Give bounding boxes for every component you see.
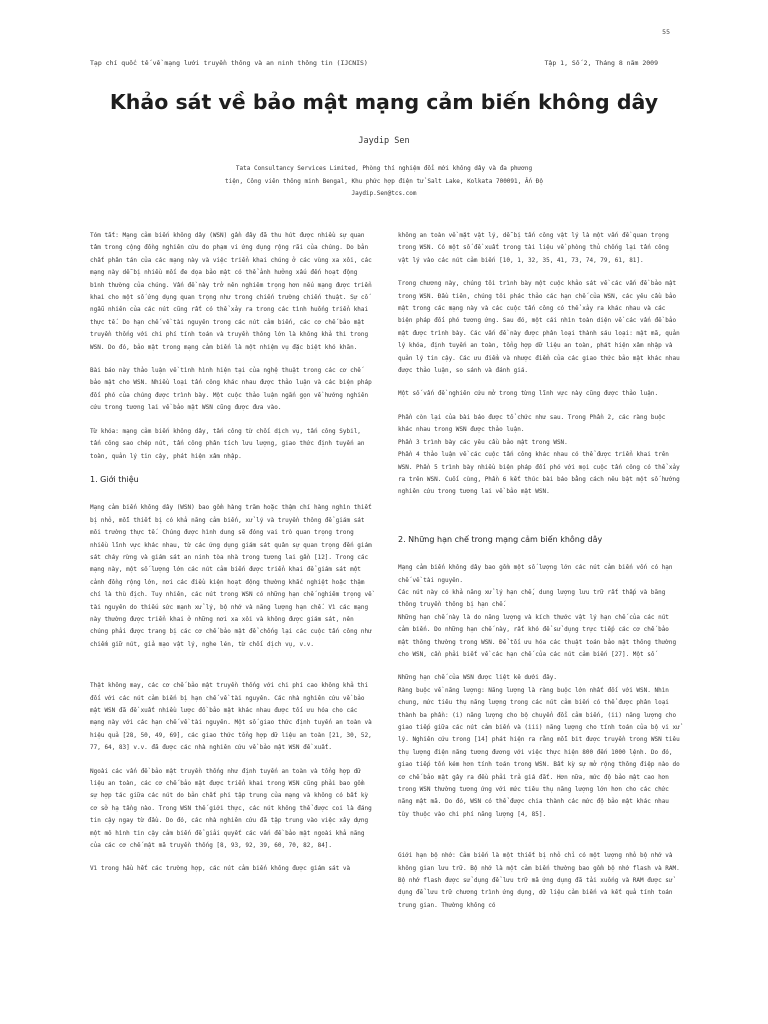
affiliation-line-2: tiện, Công viên thông minh Bengal, Khu phức hợp điện tử Salt Lake, Kolkata 700091, Ấn Độ (225, 177, 543, 185)
abstract: Tóm tắt: Mạng cảm biến không dây (WSN) gần đây đã thu hút được nhiều sự quan tâm trong cộng đồng nghiên cứu do phạm vi ứng dụng rộng rãi của chúng. Do bản chất phân tán của các mạng này và việc triển khai chúng ở các vùng xa xôi, các mạng này dễ bị nhiều mối đe dọa bảo mật có thể ảnh hưởng xấu đến hoạt động bình thường của chúng. Vấn đề này trở nên nghiêm trọng hơn nếu mạng được triển khai cho một số ứng dụng quan trọng như trong chiến trường chiến thuật. Sự cố ngẫu nhiên của các nút cũng rất có thể xảy ra trong các tình huống triển khai thực tế. Do hạn chế về tài nguyên trong các nút cảm biến, các cơ chế bảo mật truyền thống với chi phí tính toán và truyền thông lớn là không khả thi trong WSN. Do đó, bảo mật trong mạng cảm biến là một nhiệm vụ đặc biệt khó khăn. (90, 232, 372, 351)
constraints-paragraph-3: Những hạn chế này là do năng lượng và kích thước vật lý hạn chế của các nút cảm biến. Do những hạn chế này, rất khó để sử dụng trực tiếp các cơ chế bảo mật thông thường trong WSN. Để tối ưu hóa các thuật toán bảo mật thông thường cho WSN, cần phải biết về các hạn chế của các nút cảm biến [27]. Một số (398, 613, 677, 658)
author-name: Jaydip Sen (358, 136, 410, 146)
constraints-paragraph-2: Các nút này có khả năng xử lý hạn chế, dung lượng lưu trữ rất thấp và băng thông truyền thông bị hạn chế. (398, 588, 666, 609)
issue-info: Tập 1, Số 2, Tháng 8 năm 2009 (544, 59, 658, 67)
keywords: Từ khóa: mạng cảm biến không dây, tấn công từ chối dịch vụ, tấn công Sybil, tấn công sao chép nút, tấn công phân tích lưu lượng, giao thức định tuyến an toàn, quản lý tin cậy, phát hiện xâm nhập. (90, 427, 365, 460)
right-column (398, 230, 680, 912)
intro-paragraph-4: Vì trong hầu hết các trường hợp, các nút cảm biến không được giám sát và (90, 865, 351, 873)
page-number: 55 (662, 28, 670, 36)
journal-name: Tạp chí quốc tế về mạng lưới truyền thông và an ninh thông tin (IJCNIS) (90, 59, 368, 67)
outline-paragraph-3: Phần 4 thảo luận về các cuộc tấn công khác nhau có thể được triển khai trên WSN. Phần 5 trình bày nhiều biện pháp đối phó với mọi cuộc tấn công có thể xảy ra trên WSN. Cuối cùng, Phần 6 kết thúc bài báo bằng cách nêu bật một số hướng nghiên cứu trong tương lai về bảo mật WSN. (398, 451, 680, 496)
section-heading-constraints: 2. Những hạn chế trong mạng cảm biến không dây (398, 534, 603, 544)
memory-constraint-paragraph: Giới hạn bộ nhớ: Cảm biến là một thiết bị nhỏ chỉ có một lượng nhỏ bộ nhớ và không gian lưu trữ. Bộ nhớ là một cảm biến thường bao gồm bộ nhớ flash và RAM. Bộ nhớ flash được sử dụng để lưu trữ mã ứng dụng đã tải xuống và RAM được sử dụng để lưu trữ chương trình ứng dụng, dữ liệu cảm biến và kết quả tính toán trung gian. Thường không có (398, 852, 680, 909)
affiliation (210, 163, 558, 201)
left-column (90, 230, 372, 876)
intro-paragraph-1: Mạng cảm biến không dây (WSN) bao gồm hàng trăm hoặc thậm chí hàng nghìn thiết bị nhỏ, mỗi thiết bị có khả năng cảm biến, xử lý và truyền thông để giám sát môi trường thực tế. Chúng được hình dung sẽ đóng vai trò quan trọng trong nhiều lĩnh vực khác nhau, từ các ứng dụng giám sát quân sự quan trọng đến giám sát cháy rừng và giám sát an ninh tòa nhà trong tương lai gần [12]. Trong các mạng này, một số lượng lớn các nút cảm biến được triển khai để giám sát một cảnh đồng rộng lớn, nơi các điều kiện hoạt động thường khắc nghiệt hoặc thậm chí là thù địch. Tuy nhiên, các nút trong WSN có những hạn chế nghiêm trọng về tài nguyên do thiếu sức mạnh xử lý, bộ nhớ và năng lượng hạn chế. Vì các mạng này thường được triển khai ở những nơi xa xôi và không được giám sát, nên chúng phải được trang bị các cơ chế bảo mật để chống lại các cuộc tấn công như chiếm giữ nút, giả mạo vật lý, nghe lén, từ chối dịch vụ, v.v. (90, 504, 372, 648)
outline-paragraph-2: Phần 3 trình bày các yêu cầu bảo mật trong WSN. (398, 438, 568, 446)
right-paragraph-1: không an toàn về mặt vật lý, dễ bị tấn công vật lý là một vấn đề quan trọng trong WSN. Có một số đề xuất trong tài liệu về phòng thủ chống lại tấn công vật lý vào các nút cảm biến [10, 1, 32, 35, 41, 73, 74, 79, 61, 81]. (398, 232, 669, 264)
affiliation-line-1: Tata Consultancy Services Limited, Phòng thí nghiệm đổi mới không dây và đa phương (235, 165, 533, 172)
constraints-paragraph-1: Mạng cảm biến không dây bao gồm một số lượng lớn các nút cảm biến vốn có hạn chế về tài nguyên. (398, 564, 673, 584)
running-header (90, 59, 658, 67)
paper-title: Khảo sát về bảo mật mạng cảm biến không dây (109, 90, 659, 114)
section-heading-introduction: 1. Giới thiệu (90, 474, 139, 484)
abstract-paragraph-2: Bài báo này thảo luận về tình hình hiện tại của nghệ thuật trong các cơ chế bảo mật cho WSN. Nhiều loại tấn công khác nhau được thảo luận và các biện pháp đối phó của chúng được trình bày. Một cuộc thảo luận ngắn gọn về hướng nghiên cứu trong tương lai về bảo mật WSN cũng được đưa vào. (90, 367, 372, 412)
energy-constraint-paragraph: Ràng buộc về năng lượng: Năng lượng là ràng buộc lớn nhất đối với WSN. Nhìn chung, mức tiêu thụ năng lượng trong các nút cảm biến có thể được phân loại thành ba phần: (i) năng lượng cho bộ chuyển đổi cảm biến, (ii) năng lượng cho giao tiếp giữa các nút cảm biến và (iii) năng lượng cho tính toán của bộ vi xử lý. Nghiên cứu trong [14] phát hiện ra rằng mỗi bit được truyền trong WSN tiêu thụ lượng điện năng tương đương với việc thực hiện 800 đến 1000 lệnh. Do đó, giao tiếp tốn kém hơn tính toán trong WSN. Bất kỳ sự mở rộng thông điệp nào do cơ chế bảo mật gây ra đều phải trả giá đắt. Hơn nữa, mức độ bảo mật cao hơn trong WSN thường tương ứng với mức tiêu thụ năng lượng lớn hơn cho các chức năng mật mã. Do đó, WSN có thể được chia thành các mức độ bảo mật khác nhau tùy thuộc vào chi phí năng lượng [4, 85]. (398, 686, 680, 818)
right-paragraph-3: Một số vấn đề nghiên cứu mở trong từng lĩnh vực này cũng được thảo luận. (398, 390, 659, 398)
intro-paragraph-3: Ngoài các vấn đề bảo mật truyền thống như định tuyến an toàn và tổng hợp dữ liệu an toàn, các cơ chế bảo mật được triển khai trong WSN cũng phải bao gồm sự hợp tác giữa các nút do bản chất phi tập trung của mạng và không có bất kỳ cơ sở hạ tầng nào. Trong WSN thế giới thực, các nút không thể được coi là đáng tin cậy ngay từ đầu. Do đó, các nhà nghiên cứu đã tập trung vào việc xây dựng một mô hình tin cậy cảm biến để giải quyết các vấn đề bảo mật ngoài khả năng của các cơ chế mật mã truyền thống [8, 93, 92, 39, 60, 70, 82, 84]. (90, 767, 372, 850)
right-paragraph-2: Trong chương này, chúng tôi trình bày một cuộc khảo sát về các vấn đề bảo mật trong WSN. Đầu tiên, chúng tôi phác thảo các hạn chế của WSN, các yêu cầu bảo mật trong các mạng này và các cuộc tấn công có thể xảy ra khác nhau và các biện pháp đối phó tương ứng. Sau đó, một cái nhìn toàn diện về các vấn đề bảo mật được trình bày. Các vấn đề này được phân loại thành sáu loại: mật mã, quản lý khóa, định tuyến an toàn, tổng hợp dữ liệu an toàn, phát hiện xâm nhập và quản lý tin cậy. Các ưu điểm và nhược điểm của các giao thức bảo mật khác nhau được thảo luận, so sánh và đánh giá. (398, 280, 680, 375)
constraints-paragraph-4: Những hạn chế của WSN được liệt kê dưới đây. (398, 674, 557, 682)
outline-paragraph-1: Phần còn lại của bài báo được tổ chức như sau. Trong Phần 2, các ràng buộc khác nhau trong WSN được thảo luận. (398, 413, 666, 434)
author-email[interactable]: Jaydip.Sen@tcs.com (351, 190, 417, 197)
intro-paragraph-2: Thật không may, các cơ chế bảo mật truyền thống với chi phí cao không khả thi đối với các nút cảm biến bị hạn chế về tài nguyên. Các nhà nghiên cứu về bảo mật WSN đã đề xuất nhiều lược đồ bảo mật khác nhau được tối ưu hóa cho các mạng này với các hạn chế về tài nguyên. Một số giao thức định tuyến an toàn và hiệu quả [28, 50, 49, 69], các giao thức tổng hợp dữ liệu an toàn [21, 30, 52, 77, 64, 83] v.v. đã được các nhà nghiên cứu về bảo mật WSN đề xuất. (90, 682, 372, 752)
